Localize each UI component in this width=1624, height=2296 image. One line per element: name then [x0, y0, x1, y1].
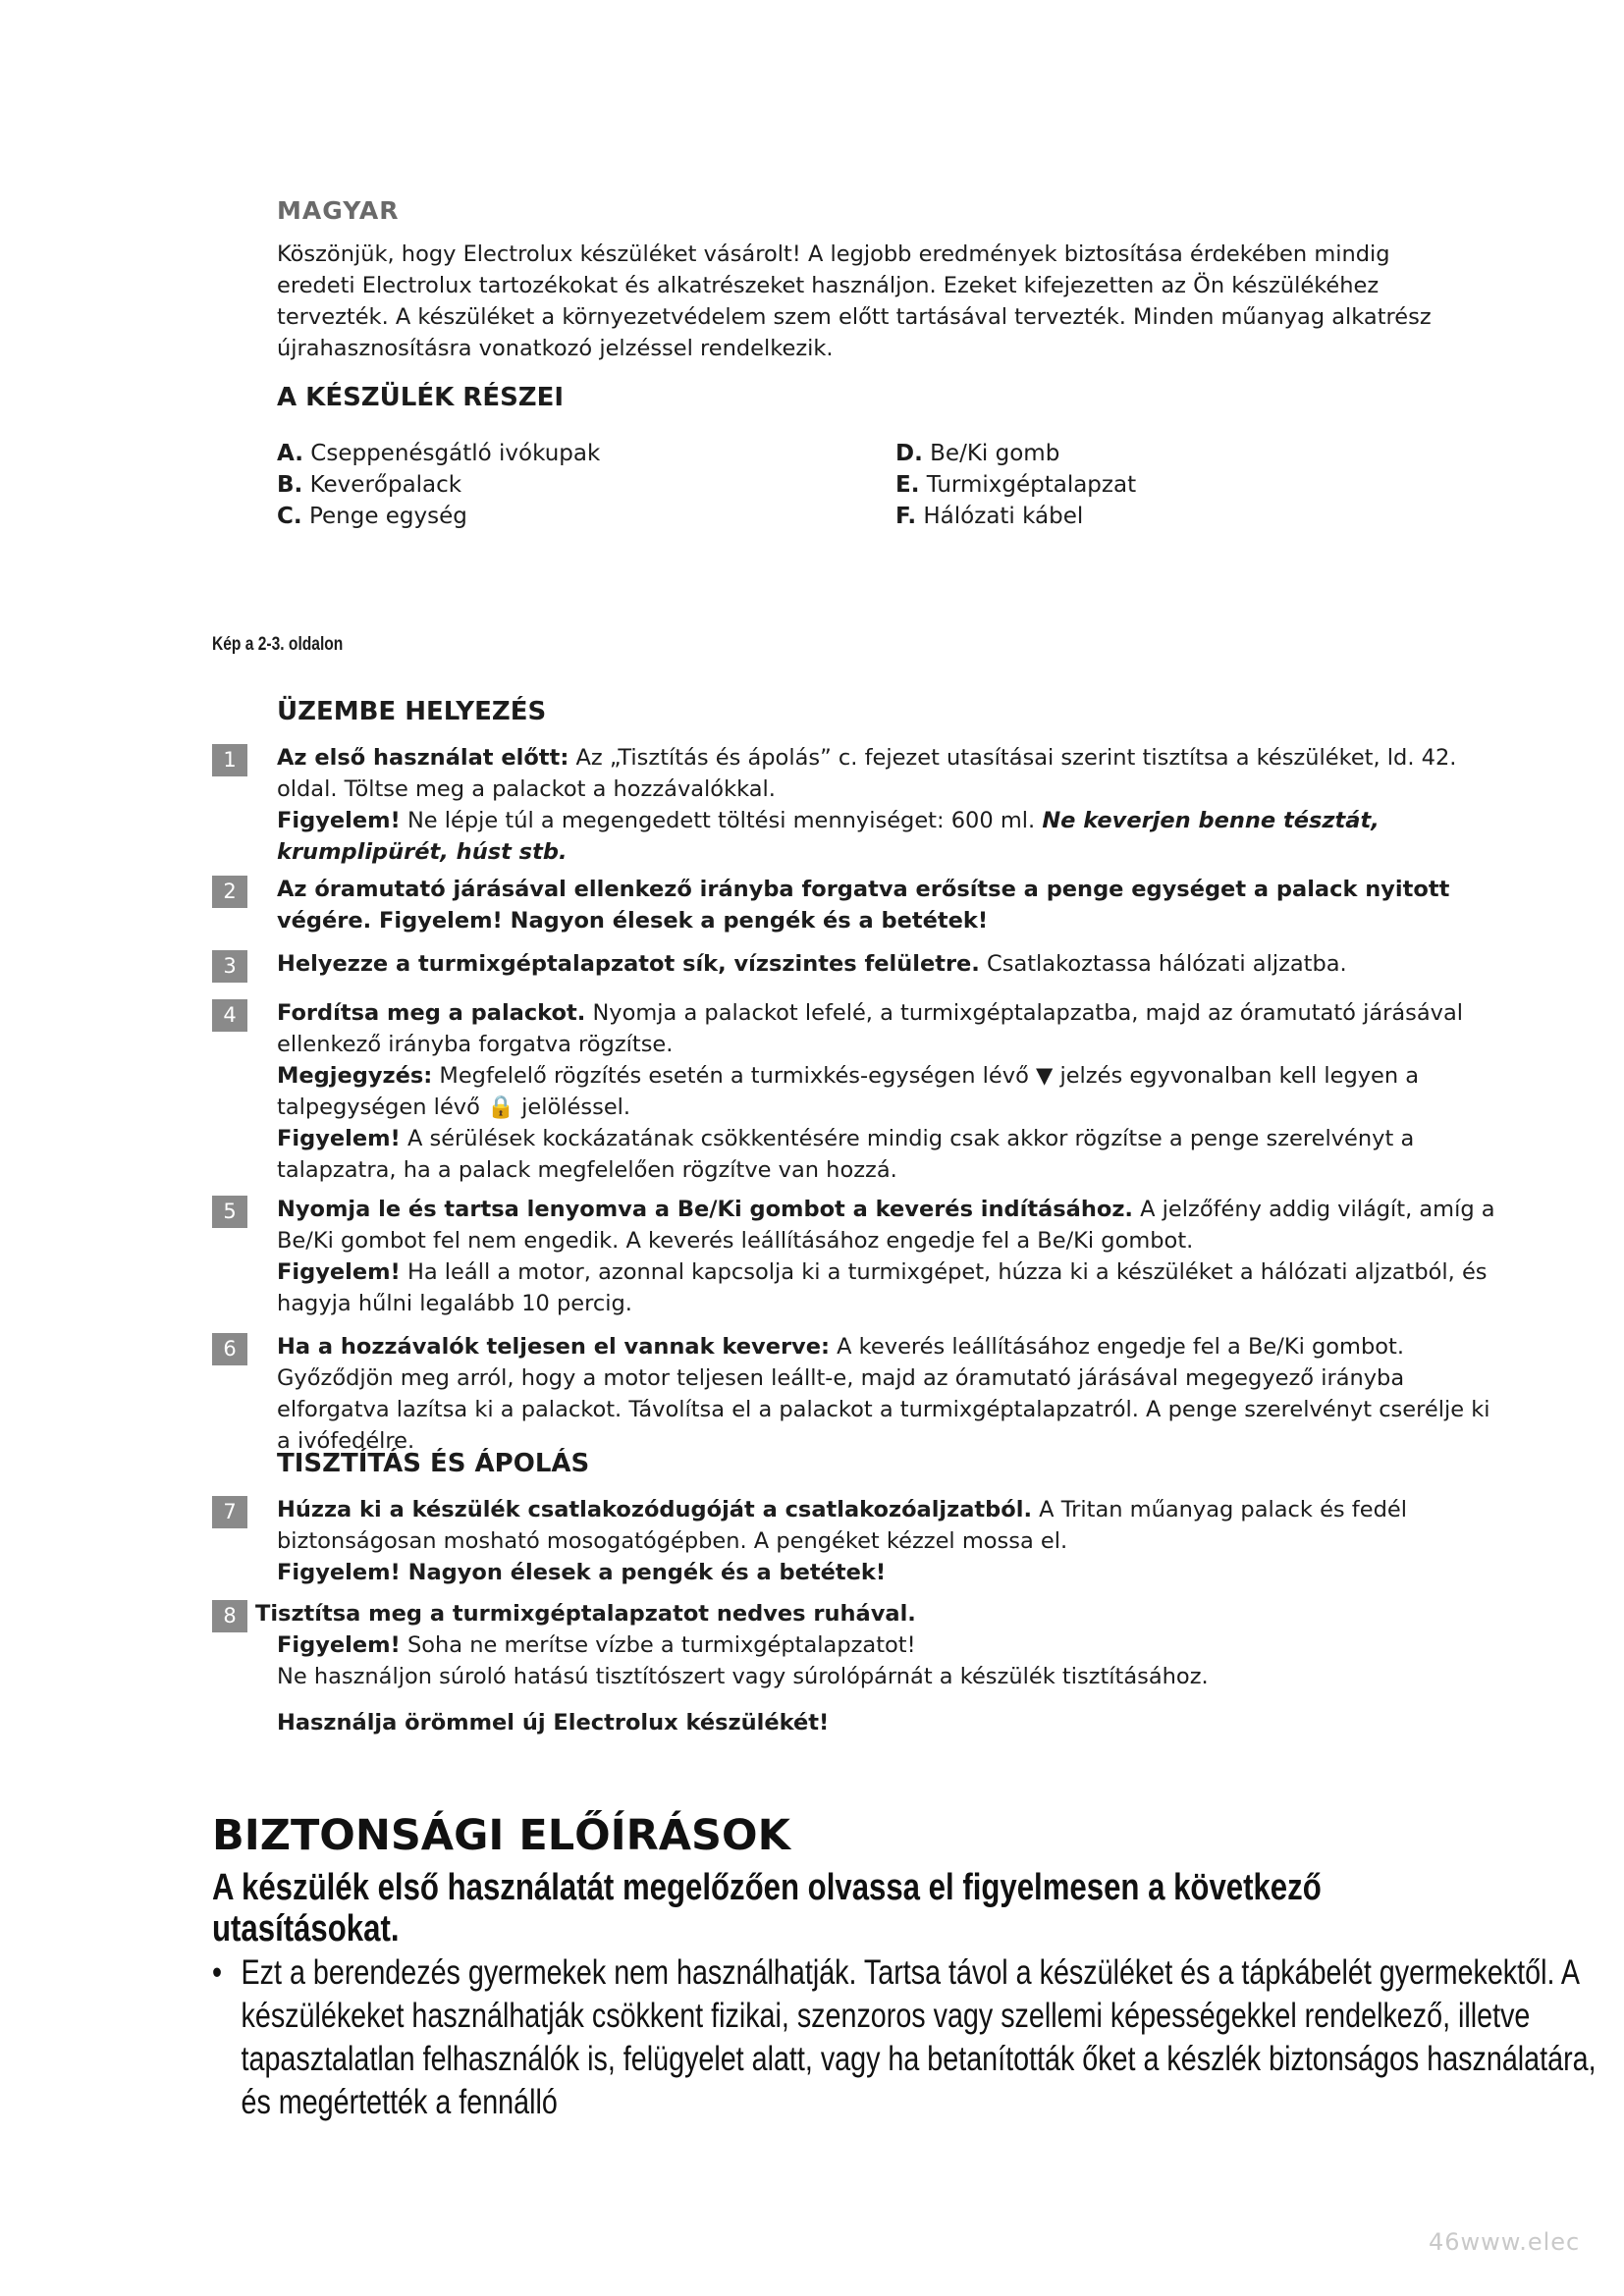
language-heading: MAGYAR [277, 196, 400, 225]
step-lead: Húzza ki a készülék csatlakozódugóját a csatlakozóaljzatból. [277, 1497, 1032, 1522]
step-number: 4 [212, 999, 247, 1032]
note-text: Megfelelő rögzítés esetén a turmixkés-egységen lévő ▼ jelzés egyvonalban kell legyen a talpegységen lévő 🔒 jelöléssel. [277, 1063, 1420, 1120]
warning-label: Figyelem! [277, 1126, 401, 1151]
part-label: Hálózati kábel [923, 504, 1084, 529]
step-body [255, 1598, 1477, 1692]
step-body [277, 1194, 1498, 1319]
step-number: 8 [212, 1600, 247, 1632]
part-label: Be/Ki gomb [930, 441, 1060, 466]
safety-title: BIZTONSÁGI ELŐÍRÁSOK [212, 1811, 790, 1860]
step-text: A keverés leállításához engedje fel a Be/Ki gombot. Győződjön meg arról, hogy a motor teljesen leállt-e, majd az óramutató járásával megegyező irányba elforgatva lazítsa ki a palackot. Távolítsa el a palackot a turmixgéptalapzatról. A penge szerelvényt cserélje ki a ivófedélre. [277, 1334, 1490, 1454]
warning-line: Figyelem! Nagyon élesek a pengék és a betétek! [277, 1560, 887, 1585]
warning-text: Soha ne merítse vízbe a turmixgéptalapzatot! [400, 1632, 916, 1658]
part-letter: D. [895, 441, 923, 466]
part-item-c [277, 501, 600, 532]
step-text: Az „Tisztítás és ápolás” c. fejezet utasításai szerint tisztítsa a készüléket, ld. 42. oldal. Töltse meg a palackot a hozzávalókkal. [277, 745, 1457, 802]
step-number: 5 [212, 1196, 247, 1228]
figure-caption: Kép a 2-3. oldalon [212, 634, 344, 655]
step-number: 3 [212, 950, 247, 983]
step-lead: Nyomja le és tartsa lenyomva a Be/Ki gombot a keverés indításához. [277, 1197, 1133, 1222]
part-letter: F. [895, 504, 917, 529]
step-number: 7 [212, 1496, 247, 1528]
safety-bullet-item [212, 1951, 1597, 2124]
part-item-b [277, 469, 600, 501]
step-text: Csatlakoztassa hálózati aljzatba. [979, 951, 1347, 977]
warning-text: Ha leáll a motor, azonnal kapcsolja ki a turmixgépet, húzza ki a készüléket a hálózati aljzatból, és hagyja hűlni legalább 10 percig. [277, 1259, 1488, 1316]
step-body [277, 874, 1498, 936]
step-lead: Az óramutató járásával ellenkező irányba forgatva erősítse a penge egységet a palack nyitott végére. Figyelem! Nagyon élesek a pengék és a betétek! [277, 877, 1450, 934]
parts-list-right [895, 438, 1136, 532]
step-lead: Tisztítsa meg a turmixgéptalapzatot nedves ruhával. [255, 1601, 916, 1627]
step-number: 6 [212, 1333, 247, 1365]
note-label: Megjegyzés: [277, 1063, 433, 1089]
warning-emphasis: Ne keverjen benne tésztát, krumplipürét, húst stb. [277, 808, 1380, 865]
step-number: 1 [212, 744, 247, 776]
step-body [277, 1331, 1498, 1457]
part-letter: A. [277, 441, 303, 466]
closing-line: Használja örömmel új Electrolux készülékét! [277, 1710, 830, 1735]
step-body [277, 742, 1498, 868]
safety-bullet-text: Ezt a berendezés gyermekek nem használhatják. Tartsa távol a készüléket és a tápkábelét gyermekektől. A készülékeket használhatják csökkent fizikai, szenzoros vagy szellemi képességekkel rendelkező, illetve tapasztalatlan felhasználók is, felügyelet alatt, vagy ha betanították őket a készlék biztonságos használatára, és megértették a fennálló [241, 1953, 1597, 2121]
parts-title: A KÉSZÜLÉK RÉSZEI [277, 383, 565, 412]
warning-label: Figyelem! [277, 1259, 401, 1285]
step-text: Nyomja a palackot lefelé, a turmixgéptalapzatba, majd az óramutató járásával ellenkező irányba forgatva rögzítse. [277, 1000, 1464, 1057]
part-label: Turmixgéptalapzat [926, 472, 1137, 498]
part-item-a [277, 438, 600, 469]
intro-paragraph: Köszönjük, hogy Electrolux készüléket vásárolt! A legjobb eredmények biztosítása érdekében mindig eredeti Electrolux tartozékokat és alkatrészeket használjon. Ezeket kifejezetten az Ön készülékéhez tervezték. A készüléket a környezetvédelem szem előtt tartásával tervezték. Minden műanyag alkatrész újrahasznosításra vonatkozó jelzéssel rendelkezik. [277, 241, 1432, 361]
part-item-e [895, 469, 1136, 501]
step-lead: Helyezze a turmixgéptalapzatot sík, vízszintes felületre. [277, 951, 980, 977]
cleaning-title: TISZTÍTÁS ÉS ÁPOLÁS [277, 1449, 590, 1478]
step-body [277, 948, 1498, 980]
part-item-f [895, 501, 1136, 532]
step-lead: Fordítsa meg a palackot. [277, 1000, 586, 1026]
parts-list-left [277, 438, 600, 532]
step-body [277, 1494, 1498, 1588]
part-letter: C. [277, 504, 302, 529]
step-body [277, 997, 1498, 1186]
warning-label: Figyelem! [277, 1632, 401, 1658]
page-number: 46www.elec [1429, 2228, 1581, 2256]
warning-text: Ne lépje túl a megengedett töltési mennyiséget: 600 ml. [400, 808, 1043, 833]
part-letter: B. [277, 472, 303, 498]
part-item-d [895, 438, 1136, 469]
bullet-marker: • [212, 1953, 223, 1992]
step-text: A jelzőfény addig világít, amíg a Be/Ki gombot fel nem engedik. A keverés leállításához engedje fel a Be/Ki gombot. [277, 1197, 1495, 1254]
warning-text: A sérülések kockázatának csökkentésére mindig csak akkor rögzítse a penge szerelvényt a talapzatra, ha a palack megfelelően rögzítve van hozzá. [277, 1126, 1415, 1183]
part-label: Cseppenésgátló ivókupak [310, 441, 601, 466]
step-lead: Az első használat előtt: [277, 745, 569, 771]
setup-title: ÜZEMBE HELYEZÉS [277, 697, 547, 726]
part-letter: E. [895, 472, 920, 498]
step-extra: Ne használjon súroló hatású tisztítószert vagy súrolópárnát a készülék tisztításához. [277, 1664, 1209, 1689]
part-label: Keverőpalack [309, 472, 462, 498]
part-label: Penge egység [308, 504, 467, 529]
warning-label: Figyelem! [277, 808, 401, 833]
safety-subtitle: A készülék első használatát megelőzően olvassa el figyelmesen a következő utasításokat. [212, 1867, 1322, 1949]
step-text: A Tritan műanyag palack és fedél biztonságosan mosható mosogatógépben. A pengéket kézzel mossa el. [277, 1497, 1407, 1554]
step-lead: Ha a hozzávalók teljesen el vannak keverve: [277, 1334, 830, 1360]
step-number: 2 [212, 876, 247, 908]
